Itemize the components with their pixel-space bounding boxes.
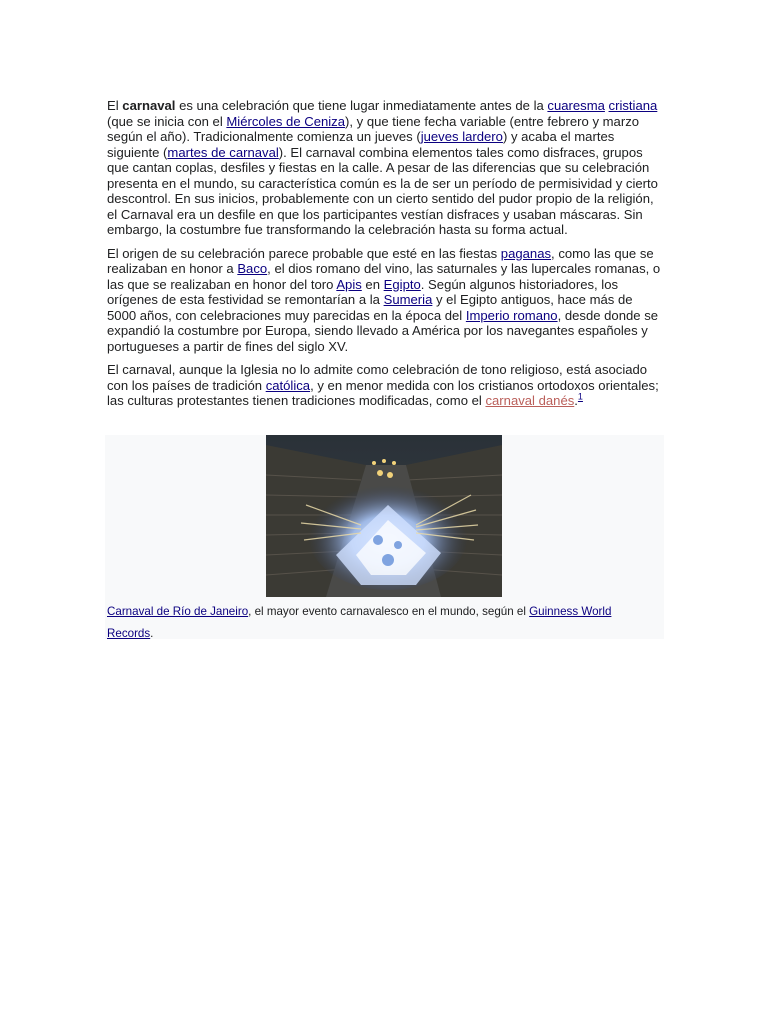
- link-baco[interactable]: Baco: [237, 261, 268, 276]
- link-sumeria[interactable]: Sumeria: [383, 292, 433, 307]
- link-cristiana[interactable]: cristiana: [608, 98, 658, 113]
- link-catolica[interactable]: católica: [265, 377, 311, 393]
- link-paganas[interactable]: paganas: [500, 245, 552, 261]
- figure-rio-carnival: [105, 435, 664, 639]
- link-carnaval-de-rio[interactable]: Carnaval de Río de Janeiro: [107, 605, 249, 618]
- link-apis[interactable]: Apis: [336, 276, 362, 292]
- reference-1[interactable]: 1: [577, 391, 583, 402]
- link-martes-de-carnaval[interactable]: martes de carnaval: [167, 144, 279, 160]
- link-egipto[interactable]: Egipto: [383, 276, 421, 292]
- link-carnaval-danes[interactable]: carnaval danés: [485, 393, 575, 408]
- link-cuaresma[interactable]: cuaresma: [547, 98, 605, 113]
- paragraph-origin: El origen de su celebración parece probable que esté en las fiestas paganas, como las que se realizaban en honor a Baco, el dios romano del vino, las saturnales y las lupercales romanas, o las que se realizaban en honor del toro Apis en Egipto. Según algunos historiadores, los orígenes de esta festividad se remontarían a la Sumeria y el Egipto antiguos, hace más de 5000 años, con celebraciones muy parecidas en la época del Imperio romano, desde donde se expandió la costumbre por Europa, siendo llevado a América por los navegantes españoles y portugueses a partir de fines del siglo XV.: [107, 245, 661, 354]
- link-imperio-romano[interactable]: Imperio romano: [465, 307, 558, 323]
- link-jueves-lardero[interactable]: jueves lardero: [420, 129, 503, 144]
- link-miercoles-de-ceniza[interactable]: Miércoles de Ceniza: [226, 113, 345, 129]
- paragraph-intro: El carnaval es una celebración que tiene lugar inmediatamente antes de la cuaresma cristiana (que se inicia con el Miércoles de Ceniza), y que tiene fecha variable (entre febrero y marzo según el año). Tradicionalmente comienza un jueves (jueves lardero) y acaba el martes siguiente (martes de carnaval). El carnaval combina elementos tales como disfraces, grupos que cantan coplas, desfiles y fiestas en la calle. A pesar de las diferencias que su celebración presenta en el mundo, su característica común es la de ser un período de permisividad y cierto descontrol. En sus inicios, probablemente con un cierto sentido del pudor propio de la religión, el Carnaval era un desfile en que los participantes vestían disfraces y usaban máscaras. Sin embargo, la costumbre fue transformando la celebración hasta su forma actual.: [107, 98, 658, 237]
- parade-image: [266, 435, 502, 597]
- article-body: [107, 98, 665, 417]
- link-guinness-world-records[interactable]: Guinness World Records: [107, 605, 612, 640]
- paragraph-traditions: El carnaval, aunque la Iglesia no lo admite como celebración de tono religioso, está asociado con los países de tradición católica, y en menor medida con los cristianos ortodoxos orientales; las culturas protestantes tienen tradiciones modificadas, como el carnaval danés.$^1$: [107, 362, 659, 408]
- figure-caption: Carnaval de Río de Janeiro, el mayor evento carnavalesco en el mundo, según el Guinness World Records.: [107, 605, 612, 640]
- carnival-parade-photo[interactable]: [266, 435, 502, 597]
- term-carnaval: carnaval: [122, 98, 176, 113]
